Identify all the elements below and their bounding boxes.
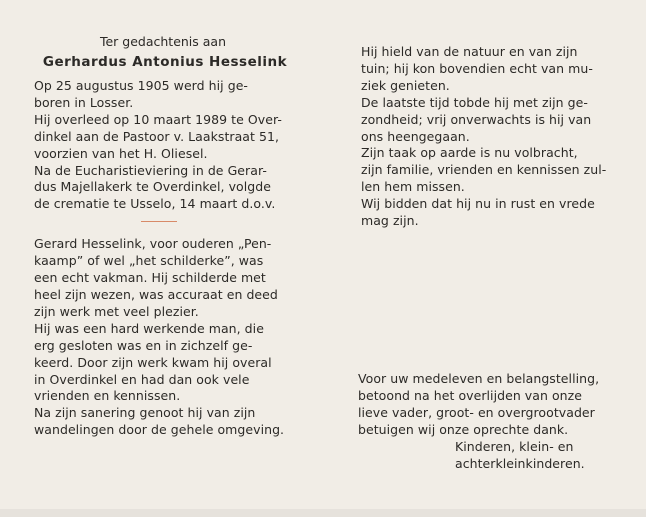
tribute-paragraph <box>34 236 296 439</box>
text-line: in Overdinkel en had dan ook vele <box>34 371 250 387</box>
text-line: dus Majellakerk te Overdinkel, volgde <box>34 179 271 195</box>
text-line: zijn werk met veel plezier. <box>34 303 199 319</box>
text-line: Hij hield van de natuur en van zijn <box>361 44 578 59</box>
left-column <box>34 34 296 439</box>
deceased-name: Gerhardus Antonius Hesselink <box>42 54 288 70</box>
text-line: ons heengegaan. <box>361 128 470 144</box>
text-line: len hem missen. <box>361 179 465 195</box>
text-line: tuin; hij kon bovendien echt van mu- <box>361 60 593 76</box>
text-line: Hij was een hard werkende man, die <box>34 320 264 336</box>
signoff-line: achterkleinkinderen. <box>455 456 585 471</box>
text-line: zondheid; vrij onverwachts is hij van <box>361 111 592 127</box>
text-line: zijn familie, vrienden en kennissen zul- <box>361 162 607 178</box>
card-bottom-edge <box>0 509 646 517</box>
text-line: een echt vakman. Hij schilderde met <box>34 270 266 286</box>
intro-text: Ter gedachtenis aan <box>99 34 227 49</box>
text-line: lieve vader, groot- en overgrootvader <box>358 405 595 420</box>
text-line: betuigen wij onze oprechte dank. <box>358 422 569 437</box>
text-line: keerd. Door zijn werk kwam hij overal <box>34 354 272 370</box>
text-line: mag zijn. <box>361 213 419 229</box>
signoff-line: Kinderen, klein- en <box>455 439 574 454</box>
text-line: Na zijn sanering genoot hij van zijn <box>34 405 256 421</box>
text-line: boren in Losser. <box>34 94 134 110</box>
text-line: kaamp” of wel „het schilderke”, was <box>34 253 264 269</box>
text-line: vrienden en kennissen. <box>34 388 181 404</box>
right-column <box>361 44 619 230</box>
text-line: dinkel aan de Pastoor v. Laakstraat 51, <box>34 128 280 144</box>
text-line: Op 25 augustus 1905 werd hij ge- <box>34 78 248 93</box>
thanks-paragraph <box>358 370 620 472</box>
text-line: heel zijn wezen, was accuraat en deed <box>34 286 278 302</box>
text-line: Voor uw medeleven en belangstelling, <box>358 371 600 386</box>
text-line: Wij bidden dat hij nu in rust en vrede <box>361 196 595 212</box>
divider <box>141 221 177 222</box>
text-line: Na de Eucharistieviering in de Gerar- <box>34 162 267 178</box>
biography-paragraph <box>34 78 296 213</box>
text-line: voorzien van het H. Oliesel. <box>34 145 208 161</box>
text-line: Gerard Hesselink, voor ouderen „Pen- <box>34 236 272 252</box>
text-line: de crematie te Usselo, 14 maart d.o.v. <box>34 196 276 212</box>
text-line: Hij overleed op 10 maart 1989 te Over- <box>34 111 282 127</box>
text-line: betoond na het overlijden van onze <box>358 388 582 403</box>
text-line: erg gesloten was en in zichzelf ge- <box>34 337 253 353</box>
text-line: De laatste tijd tobde hij met zijn ge- <box>361 94 588 110</box>
text-line: Zijn taak op aarde is nu volbracht, <box>361 145 578 161</box>
text-line: ziek genieten. <box>361 77 450 93</box>
text-line: wandelingen door de gehele omgeving. <box>34 422 285 438</box>
